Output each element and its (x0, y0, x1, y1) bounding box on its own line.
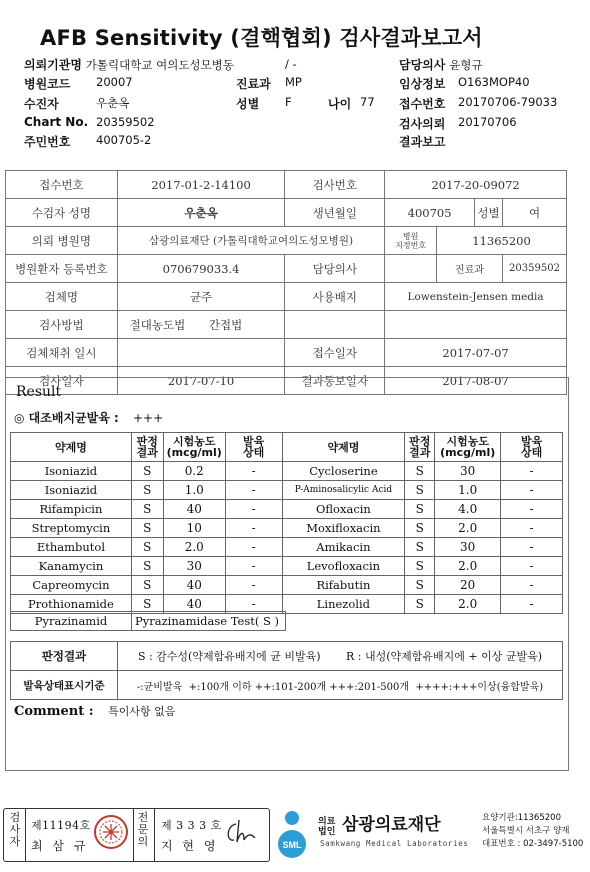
drug-judge-cell: S (131, 576, 163, 595)
col-conc: 시험농도 (mcg/ml) (435, 433, 501, 462)
drug-growth-cell: - (225, 576, 282, 595)
col-conc: 시험농도 (mcg/ml) (163, 433, 225, 462)
col-drug: 약제명 (11, 433, 132, 462)
drug-drug-cell: Kanamycin (11, 557, 132, 576)
drug-judge-cell: S (405, 500, 435, 519)
drug-judge-cell: S (405, 557, 435, 576)
testdate-label: 검사일자 (6, 367, 118, 395)
table-row (6, 227, 567, 255)
drug-conc-cell: 30 (435, 462, 501, 481)
drug-judge-cell: S (131, 595, 163, 614)
corp-label: 의료 법인 (318, 817, 336, 837)
drug-conc-cell: 2.0 (435, 519, 501, 538)
drug-judge-cell: S (131, 481, 163, 500)
drug-conc-cell: 20 (435, 576, 501, 595)
divider (133, 808, 134, 862)
chart-value: 20359502 (96, 115, 155, 129)
institution-name: 삼광의료재단 (342, 815, 441, 835)
specimen-label: 검체명 (6, 283, 118, 311)
comment-value: 특이사항 없음 (108, 705, 176, 718)
drug-table (10, 432, 563, 614)
drug-drug-cell: Ethambutol (11, 538, 132, 557)
drug-growth-cell: - (501, 576, 563, 595)
dept-value: MP (285, 75, 302, 89)
drug-conc-cell: 40 (163, 595, 225, 614)
drug-growth-cell: - (501, 595, 563, 614)
drug-growth-cell: - (225, 557, 282, 576)
drug-growth-cell: - (501, 500, 563, 519)
recdate-label: 접수일자 (285, 339, 385, 367)
drug-judge-cell: S (131, 462, 163, 481)
name-value: 우춘옥 (117, 199, 285, 227)
table-row (11, 557, 563, 576)
drug-conc-cell: 40 (163, 576, 225, 595)
rrn-value: 400705-2 (96, 133, 152, 147)
judge-legend-label: 판정결과 (11, 642, 118, 671)
sex-value: F (285, 95, 292, 109)
table-row (11, 481, 563, 500)
ward-value: / - (285, 57, 297, 71)
drug-conc-cell: 2.0 (435, 595, 501, 614)
table-row (6, 339, 567, 367)
drug-conc-cell: 10 (163, 519, 225, 538)
result-title: Result (16, 384, 62, 400)
col-drug: 약제명 (282, 433, 405, 462)
drug-growth-cell: - (225, 538, 282, 557)
method-value-1: 절대농도법 (129, 317, 186, 332)
specimen-value: 균주 (117, 283, 285, 311)
institution-row (24, 56, 234, 73)
drug-growth-cell: - (225, 519, 282, 538)
growth-legend-value: -:균비발육 +:100개 이하 ++:101-200개 +++:201-500개 ++++:+++이상(융합발육) (118, 671, 563, 700)
report-title: AFB Sensitivity (결핵협회) 검사결과보고서 (40, 26, 483, 50)
drug-judge-cell: S (405, 595, 435, 614)
growth-legend-label: 발육상태표시기준 (11, 671, 118, 700)
recno-value: 2017-01-2-14100 (117, 171, 285, 199)
medium-value: Lowenstein-Jensen media (385, 283, 567, 311)
dob-label: 생년월일 (285, 199, 385, 227)
control-growth-label: ◎ 대조배지균발육 : (14, 411, 119, 425)
hospno-value: 11365200 (437, 227, 567, 255)
patreg-label: 병원환자 등록번호 (6, 255, 118, 283)
reception-table (5, 170, 567, 395)
table-row (6, 199, 567, 227)
collect-label: 검체채취 일시 (6, 339, 118, 367)
drug-drug-cell: Streptomycin (11, 519, 132, 538)
institution-address: 서울특별시 서초구 양재 (482, 826, 570, 836)
col-growth: 발육 상태 (501, 433, 563, 462)
table-row (11, 500, 563, 519)
institution-phone: 대표번호 : 02-3497-5100 (482, 839, 584, 849)
specialist-signature-icon (222, 818, 258, 852)
institution-label: 의뢰기관명 (24, 58, 82, 72)
age-value: 77 (360, 95, 375, 109)
table-row (6, 283, 567, 311)
drug-growth-cell: - (225, 595, 282, 614)
chart-label: Chart No. (24, 115, 89, 129)
table-row (11, 462, 563, 481)
drug-judge-cell: S (405, 462, 435, 481)
doctor-value: 윤형규 (449, 58, 483, 72)
drug-drug-cell: Levofloxacin (282, 557, 405, 576)
specialist-label: 전 문 의 (137, 811, 149, 848)
reception-label: 접수번호 (399, 97, 446, 111)
clinical-label: 임상정보 (399, 77, 446, 91)
drug-conc-cell: 2.0 (163, 538, 225, 557)
drug-growth-cell: - (501, 481, 563, 500)
control-growth-value: +++ (132, 411, 164, 425)
dob-value: 400705 (385, 199, 475, 227)
sex-label: 성별 (236, 97, 260, 111)
table-header-row (11, 433, 563, 462)
divider (25, 808, 26, 862)
drug-growth-cell: - (225, 500, 282, 519)
doctor-label: 담당의사 (285, 255, 385, 283)
table-row (11, 576, 563, 595)
hosp-value: 삼광의료재단 (가톨릭대학교여의도성모병원) (117, 227, 384, 255)
drug-conc-cell: 1.0 (435, 481, 501, 500)
patient-value: 우춘옥 (96, 96, 130, 110)
drug-conc-cell: 2.0 (435, 557, 501, 576)
name-label: 수검자 성명 (6, 199, 118, 227)
table-row (6, 171, 567, 199)
drug-drug-cell: Rifampicin (11, 500, 132, 519)
drug-growth-cell: - (501, 557, 563, 576)
drug-conc-cell: 30 (435, 538, 501, 557)
drug-drug-cell: Ofloxacin (282, 500, 405, 519)
drug-conc-cell: 0.2 (163, 462, 225, 481)
drug-growth-cell: - (225, 481, 282, 500)
clinical-value: O163MOP40 (458, 75, 530, 89)
drug-conc-cell: 30 (163, 557, 225, 576)
drug-judge-cell: S (405, 481, 435, 500)
drug-growth-cell: - (501, 538, 563, 557)
patient-label: 수진자 (24, 97, 59, 111)
sex-label: 성별 (475, 199, 503, 227)
notify-label: 결과통보일자 (285, 367, 385, 395)
notify-value: 2017-08-07 (385, 367, 567, 395)
dept-label: 진료과 (236, 77, 271, 91)
drug-judge-cell: S (405, 576, 435, 595)
drug-growth-cell: - (501, 519, 563, 538)
examiner-name: 최 삼 규 (31, 839, 89, 853)
table-row (11, 612, 286, 631)
drug-judge-cell: S (131, 500, 163, 519)
table-row (11, 671, 563, 700)
pza-value: Pyrazinamidase Test( S ) (132, 612, 286, 631)
col-judge: 판정 결과 (131, 433, 163, 462)
drug-growth-cell: - (225, 462, 282, 481)
empty-cell (285, 311, 385, 339)
hospno-label: 병원 지정번호 (385, 227, 437, 255)
rrn-label: 주민번호 (24, 135, 71, 149)
dept-label: 진료과 (437, 255, 503, 283)
specialist-number: 제 3 3 3 호 (161, 819, 222, 832)
drug-drug-cell: P-Aminosalicylic Acid (282, 481, 405, 500)
table-row (6, 311, 567, 339)
drug-drug-cell: Isoniazid (11, 462, 132, 481)
examiner-label: 검 사 자 (9, 811, 21, 848)
logo-text: SML (282, 840, 302, 850)
pyrazinamide-table (10, 611, 286, 631)
table-row (6, 255, 567, 283)
sex-value: 여 (502, 199, 566, 227)
drug-judge-cell: S (405, 519, 435, 538)
dept-value: 20359502 (502, 255, 566, 283)
collect-value (117, 339, 285, 367)
method-value (117, 311, 285, 339)
sml-logo-icon (272, 810, 312, 862)
legend-table (10, 641, 563, 700)
drug-judge-cell: S (131, 557, 163, 576)
hospcode-label: 병원코드 (24, 77, 71, 91)
examiner-number: 제11194호 (31, 819, 91, 832)
drug-judge-cell: S (131, 538, 163, 557)
drug-conc-cell: 40 (163, 500, 225, 519)
comment (14, 703, 175, 719)
recdate-value: 2017-07-07 (385, 339, 567, 367)
table-row (11, 519, 563, 538)
recno-label: 접수번호 (6, 171, 118, 199)
drug-drug-cell: Cycloserine (282, 462, 405, 481)
doctor-label: 담당의사 (399, 58, 446, 72)
drug-drug-cell: Rifabutin (282, 576, 405, 595)
drug-judge-cell: S (131, 519, 163, 538)
pza-drug: Pyrazinamid (11, 612, 132, 631)
institution-value: 가톨릭대학교 여의도성모병동 (85, 58, 234, 72)
hosp-label: 의뢰 병원명 (6, 227, 118, 255)
report-label: 결과보고 (399, 135, 446, 149)
institution-english: Samkwang Medical Laboratories (320, 839, 469, 848)
reception-value: 20170706-79033 (458, 95, 558, 109)
drug-drug-cell: Amikacin (282, 538, 405, 557)
request-value: 20170706 (458, 115, 517, 129)
drug-drug-cell: Capreomycin (11, 576, 132, 595)
examiner-seal-icon (93, 814, 129, 854)
judge-legend-s: S : 감수성(약제함유배지에 균 비발육) (137, 650, 321, 663)
col-growth: 발육 상태 (225, 433, 282, 462)
col-judge: 판정 결과 (405, 433, 435, 462)
drug-judge-cell: S (405, 538, 435, 557)
medium-label: 사용배지 (285, 283, 385, 311)
request-label: 검사의뢰 (399, 117, 446, 131)
doctor-row (399, 56, 483, 73)
testno-label: 검사번호 (285, 171, 385, 199)
testno-value: 2017-20-09072 (385, 171, 567, 199)
divider (154, 808, 155, 862)
drug-growth-cell: - (501, 462, 563, 481)
drug-conc-cell: 4.0 (435, 500, 501, 519)
drug-drug-cell: Isoniazid (11, 481, 132, 500)
table-row (11, 642, 563, 671)
doctor-value (385, 255, 437, 283)
drug-conc-cell: 1.0 (163, 481, 225, 500)
drug-drug-cell: Prothionamide (11, 595, 132, 614)
drug-drug-cell: Linezolid (282, 595, 405, 614)
patreg-value: 070679033.4 (117, 255, 285, 283)
age-label: 나이 (328, 97, 352, 111)
method-label: 검사방법 (6, 311, 118, 339)
comment-label: Comment : (14, 704, 94, 719)
judge-legend-values (118, 642, 563, 671)
empty-cell (385, 311, 567, 339)
drug-drug-cell: Moxifloxacin (282, 519, 405, 538)
judge-legend-r: R : 내성(약제함유배지에 + 이상 균발육) (346, 650, 543, 663)
control-growth (14, 409, 163, 426)
hospcode-value: 20007 (96, 75, 133, 89)
specialist-name: 지 현 영 (161, 839, 219, 853)
institution-code: 요양기관:11365200 (482, 813, 561, 823)
method-value-2: 간접법 (208, 317, 243, 332)
testdate-value: 2017-07-10 (117, 367, 285, 395)
table-row (11, 538, 563, 557)
